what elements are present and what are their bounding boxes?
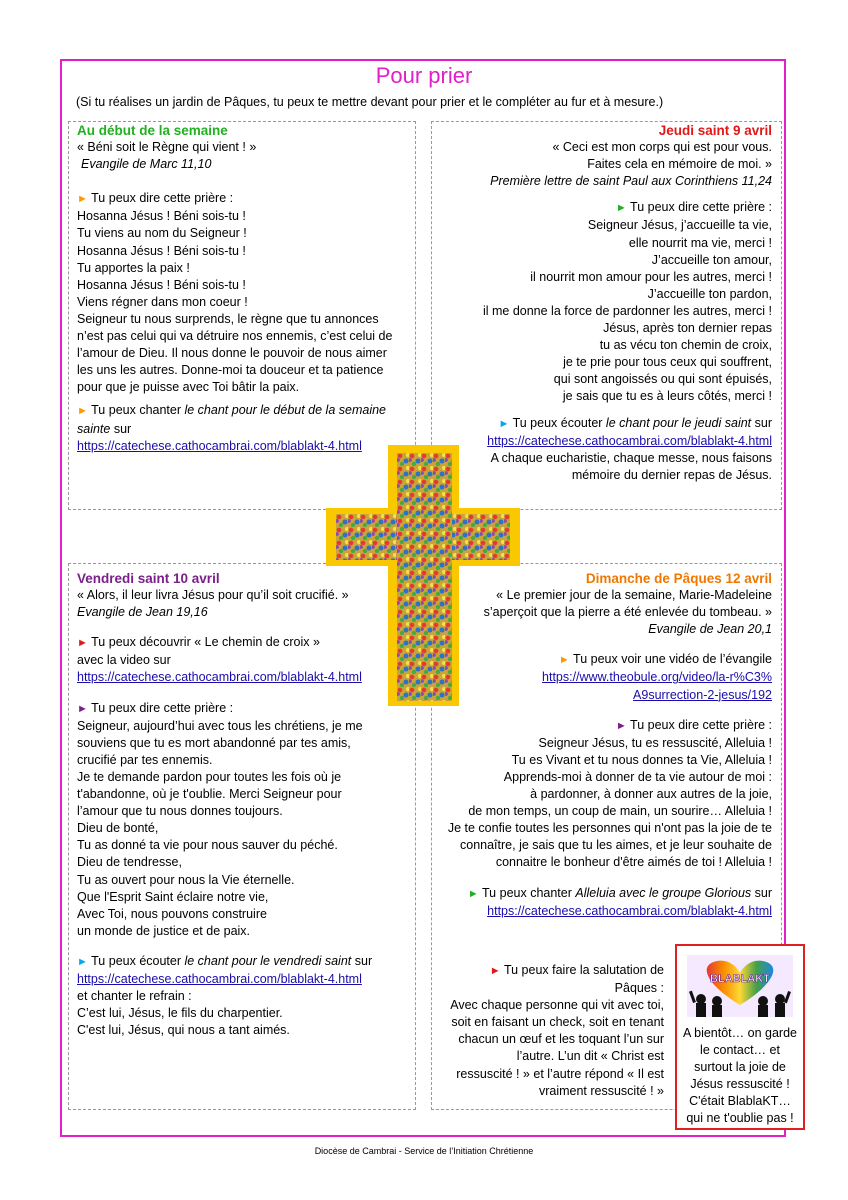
- quote: « Béni soit le Règne qui vient ! »: [77, 140, 257, 155]
- triangle-bullet-icon: ►: [489, 965, 501, 977]
- triangle-bullet-icon: ►: [498, 417, 510, 430]
- song-suffix: sur: [751, 885, 772, 900]
- prayer-line: il me donne la force de pardonner les autres, merci !: [482, 303, 772, 318]
- blablakt-link[interactable]: https://catechese.cathocambrai.com/blablakt-4.html: [487, 903, 772, 918]
- prayer-intro: Tu peux dire cette prière :: [630, 200, 772, 215]
- greeting-line: soit en faisant un check, soit en tenant: [451, 1015, 664, 1030]
- farewell-note: [675, 944, 805, 1130]
- prayer-line: crucifié par tes ennemis.: [77, 752, 213, 767]
- closing-line: A chaque eucharistie, chaque messe, nous faisons: [490, 450, 772, 465]
- greeting-line: ressuscité ! » et l’autre répond « Il est: [456, 1066, 664, 1081]
- triangle-bullet-icon: ►: [77, 637, 88, 650]
- song-intro: Tu peux chanter: [482, 885, 576, 900]
- prayer-line: l’amour que tu nous donnes toujours.: [77, 804, 283, 819]
- refrain-line: C’est lui, Jésus, le fils du charpentier.: [77, 1006, 283, 1021]
- song-title: le chant pour le début de la semaine sainte: [77, 403, 387, 436]
- prayer-line: t'abandonne, où je t'oublie. Merci Seigneur pour: [77, 787, 342, 802]
- prayer-line: elle nourrit ma vie, merci !: [628, 235, 772, 250]
- quote-line: « Le premier jour de la semaine, Marie-Madeleine: [496, 588, 772, 603]
- prayer-line: Apprends-moi à donner de ta vie autour de moi :: [503, 769, 772, 784]
- prayer-line: Seigneur, aujourd’hui avec tous les chrétiens, je me: [77, 718, 363, 733]
- prayer-line: Avec Toi, nous pouvons construire: [77, 906, 267, 921]
- greeting-line: l’autre. L’un dit « Christ est: [516, 1049, 664, 1064]
- blablakt-link[interactable]: https://catechese.cathocambrai.com/blablakt-4.html: [77, 438, 362, 453]
- reference: Première lettre de saint Paul aux Corinthiens 11,24: [490, 174, 772, 189]
- song-intro: Tu peux chanter: [91, 403, 185, 418]
- prayer-line: Dieu de tendresse,: [77, 855, 182, 870]
- song-suffix: sur: [110, 421, 132, 436]
- triangle-bullet-icon: ►: [558, 654, 570, 667]
- section-thursday: [436, 122, 772, 484]
- section-friday: [77, 570, 412, 1039]
- triangle-bullet-icon: ►: [615, 202, 627, 215]
- prayer-line: Hosanna Jésus ! Béni sois-tu !: [77, 209, 246, 224]
- triangle-bullet-icon: ►: [615, 719, 627, 732]
- quote: « Alors, il leur livra Jésus pour qu’il soit crucifié. »: [77, 588, 349, 603]
- prayer-line: de mon temps, un coup de main, un sourire… Alleluia !: [468, 804, 772, 819]
- prayer-line: un monde de justice et de paix.: [77, 923, 251, 938]
- prayer-intro: Tu peux dire cette prière :: [91, 700, 234, 715]
- farewell-line: Jésus ressuscité !: [690, 1077, 790, 1091]
- quote-line: Faites cela en mémoire de moi. »: [587, 157, 772, 172]
- reference: Evangile de Marc 11,10: [81, 157, 212, 172]
- prayer-line: Tu viens au nom du Seigneur !: [77, 226, 247, 241]
- prayer-line: il nourrit mon amour pour les autres, merci !: [530, 269, 772, 284]
- page-subtitle: (Si tu réalises un jardin de Pâques, tu peux te mettre devant pour prier et le compléter au fur et à mesure.): [76, 95, 664, 109]
- refrain-line: et chanter le refrain :: [77, 989, 192, 1004]
- greeting-line: Tu peux faire la salutation de: [503, 963, 664, 977]
- farewell-line: A bientôt… on garde: [683, 1026, 797, 1040]
- quote-line: « Ceci est mon corps qui est pour vous.: [552, 140, 772, 155]
- section-heading: Dimanche de Pâques 12 avril: [585, 571, 772, 586]
- listen-intro: Tu peux écouter: [91, 953, 185, 968]
- section-heading: Jeudi saint 9 avril: [658, 123, 772, 138]
- theobule-video-link[interactable]: https://www.theobule.org/video/la-r%C3%: [542, 670, 772, 685]
- prayer-line: Seigneur Jésus, j’accueille ta vie,: [587, 218, 772, 233]
- prayer-line: Je te confie toutes les personnes qui n'ont pas la joie de te: [447, 821, 772, 836]
- greeting-line: vraiment ressuscité ! »: [538, 1083, 664, 1098]
- prayer-line: Seigneur Jésus, tu es ressuscité, Alleluia !: [538, 735, 772, 750]
- closing-line: mémoire du dernier repas de Jésus.: [571, 467, 772, 482]
- prayer-line: J’accueille ton pardon,: [647, 286, 772, 301]
- greeting-line: Avec chaque personne qui vit avec toi,: [450, 998, 664, 1013]
- song-title: Alleluia avec le groupe Glorious: [575, 885, 752, 900]
- prayer-line: Tu es Vivant et tu nous donnes ta Vie, Alleluia !: [511, 752, 772, 767]
- farewell-line: surtout la joie de: [694, 1060, 786, 1074]
- listen-suffix: sur: [351, 953, 373, 968]
- song-title: le chant pour le jeudi saint: [605, 415, 752, 430]
- prayer-line: Je te demande pardon pour toutes les fois où je: [77, 769, 342, 784]
- prayer-line: je sais que tu es à leurs côtés, merci !: [562, 389, 772, 404]
- listen-suffix: sur: [751, 415, 772, 430]
- section-heading: Vendredi saint 10 avril: [77, 571, 220, 586]
- video-intro: Tu peux voir une vidéo de l’évangile: [573, 652, 772, 667]
- listen-intro: Tu peux écouter: [512, 415, 606, 430]
- prayer-line: Tu apportes la paix !: [77, 260, 190, 275]
- reference: Evangile de Jean 19,16: [77, 605, 208, 620]
- greeting-line: chacun un œuf et les toquant l’un sur: [458, 1032, 664, 1047]
- prayer-line: je te prie pour tous ceux qui souffrent,: [563, 355, 772, 370]
- prayer-intro: Tu peux dire cette prière :: [91, 191, 234, 206]
- easter-greeting: [436, 962, 664, 1100]
- prayer-line: Seigneur tu nous surprends, le règne que tu annonces: [77, 311, 379, 326]
- prayer-line: n’est pas celui qui va détruire nos ennemis, c’est celui de: [77, 329, 393, 344]
- farewell-text: [681, 1025, 799, 1127]
- prayer-line: tu as vécu ton chemin de croix,: [599, 338, 772, 353]
- prayer-line: Tu as ouvert pour nous la Vie éternelle.: [77, 872, 295, 887]
- refrain-line: C'est lui, Jésus, qui nous a tant aimés.: [77, 1023, 290, 1038]
- discover-line: Tu peux découvrir « Le chemin de croix »: [91, 635, 320, 650]
- prayer-line: Tu as donné ta vie pour nous sauver du péché.: [77, 838, 338, 853]
- blablakt-link[interactable]: https://catechese.cathocambrai.com/blablakt-4.html: [77, 670, 362, 685]
- prayer-line: Hosanna Jésus ! Béni sois-tu !: [77, 243, 246, 258]
- farewell-line: le contact… et: [700, 1043, 780, 1057]
- song-title: le chant pour le vendredi saint: [184, 953, 352, 968]
- triangle-bullet-icon: ►: [77, 405, 88, 418]
- quote-line: s’aperçoit que la pierre a été enlevée du tombeau. »: [483, 605, 772, 620]
- triangle-bullet-icon: ►: [77, 955, 88, 968]
- triangle-bullet-icon: ►: [467, 887, 479, 900]
- prayer-line: Dieu de bonté,: [77, 821, 159, 836]
- section-heading: Au début de la semaine: [77, 123, 228, 138]
- prayer-intro: Tu peux dire cette prière :: [630, 717, 772, 732]
- prayer-line: l’amour de Dieu. Il nous donne le pouvoir de nous aimer: [77, 346, 387, 361]
- farewell-line: qui ne t'oublie pas !: [686, 1111, 794, 1125]
- prayer-line: souviens que tu es mort abandonné par tes amis,: [77, 735, 351, 750]
- discover-line: avec la video sur: [77, 653, 171, 668]
- section-monday: [77, 122, 412, 455]
- blablakt-logo: [687, 955, 793, 1017]
- blablakt-link[interactable]: https://catechese.cathocambrai.com/blablakt-4.html: [77, 971, 362, 986]
- prayer-line: pour que je puisse avec Toi bâtir la paix.: [77, 380, 300, 395]
- prayer-line: Jésus, après ton dernier repas: [603, 321, 772, 336]
- theobule-video-link-cont[interactable]: A9surrection-2-jesus/192: [633, 687, 772, 702]
- logo-text: BLABLAKT: [710, 973, 770, 985]
- page-footer: Diocèse de Cambrai - Service de l’Initiation Chrétienne: [314, 1146, 534, 1156]
- reference: Evangile de Jean 20,1: [648, 622, 772, 637]
- prayer-line: connaitre le bonheur d'être aimés de toi ! Alleluia !: [495, 855, 772, 870]
- prayer-line: à pardonner, à donner aux autres de la joie,: [530, 787, 772, 802]
- prayer-line: Que l'Esprit Saint éclaire notre vie,: [77, 889, 269, 904]
- prayer-line: J’accueille ton amour,: [651, 252, 772, 267]
- prayer-line: les uns les autres. Donne-moi ta douceur et ta patience: [77, 363, 384, 378]
- prayer-line: connaître, je sais que tu les aimes, et je leur souhaite de: [460, 838, 772, 853]
- greeting-line: Pâques :: [614, 981, 664, 996]
- prayer-line: qui sont angoissés ou qui sont épuisés,: [553, 372, 772, 387]
- page-title: Pour prier: [375, 63, 473, 88]
- prayer-line: Viens régner dans mon coeur !: [77, 294, 248, 309]
- farewell-line: C'était BlablaKT…: [689, 1094, 791, 1108]
- triangle-bullet-icon: ►: [77, 193, 88, 206]
- prayer-line: Hosanna Jésus ! Béni sois-tu !: [77, 277, 246, 292]
- triangle-bullet-icon: ►: [77, 702, 88, 715]
- section-sunday: [436, 570, 772, 920]
- blablakt-link[interactable]: https://catechese.cathocambrai.com/blablakt-4.html: [487, 433, 772, 448]
